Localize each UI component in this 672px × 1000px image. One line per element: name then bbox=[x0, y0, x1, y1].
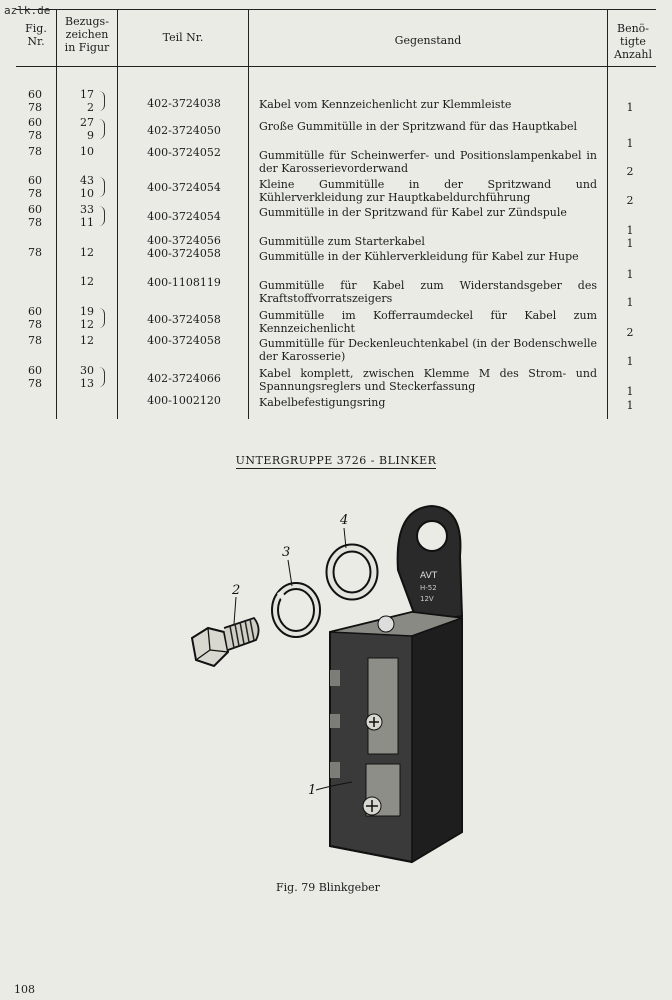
table-row-fig: 60 78 bbox=[28, 203, 42, 229]
table-row-fig: 78 bbox=[28, 334, 42, 347]
watermark: azlk.de bbox=[4, 4, 51, 17]
table-row-qty: 1 bbox=[626, 385, 634, 398]
table-row-qty: 1 bbox=[626, 355, 634, 368]
table-row-part: 400-3724054 bbox=[147, 210, 221, 223]
brace bbox=[98, 119, 105, 139]
header-fig: Fig. Nr. bbox=[25, 22, 47, 48]
table-row-fig: 60 78 bbox=[28, 88, 42, 114]
table-row-qty: 2 bbox=[626, 326, 634, 339]
figure-caption: Fig. 79 Blinkgeber bbox=[276, 881, 380, 894]
table-row-desc: Gummitülle in der Kühlerverkleidung für Kabel zur Hupe bbox=[259, 250, 579, 263]
table-row-part: 400-3724058 bbox=[147, 247, 221, 260]
table-row-part: 402-3724066 bbox=[147, 372, 221, 385]
table-row-desc: Gummitülle in der Spritzwand für Kabel zur Zündspule bbox=[259, 206, 567, 219]
table-row-ref: 12 bbox=[80, 246, 94, 259]
table-row-part: 400-1108119 bbox=[147, 276, 221, 289]
table-row-desc: Kabel vom Kennzeichenlicht zur Klemmleiste bbox=[259, 98, 512, 111]
callout-label: 2 bbox=[232, 583, 241, 598]
table-row-ref: 27 9 bbox=[80, 116, 94, 142]
table-row-qty: 2 bbox=[626, 194, 634, 207]
header-desc: Gegenstand bbox=[394, 34, 462, 47]
table-row-part: 402-3724038 bbox=[147, 97, 221, 110]
table-row-qty: 2 bbox=[626, 165, 634, 178]
relay-body-part bbox=[330, 506, 462, 862]
table-row-part: 400-3724058 bbox=[147, 313, 221, 326]
table-row-ref: 19 12 bbox=[80, 305, 94, 331]
callout-label: 4 bbox=[340, 513, 349, 528]
header-part: Teil Nr. bbox=[162, 31, 204, 44]
table-row-qty: 1 bbox=[626, 237, 634, 250]
table-row-ref: 12 bbox=[80, 275, 94, 288]
table-header-rule bbox=[16, 66, 656, 67]
bolt-part bbox=[192, 618, 259, 666]
callout-label: 3 bbox=[282, 545, 291, 560]
col-divider bbox=[248, 9, 249, 419]
section-title: UNTERGRUPPE 3726 - BLINKER bbox=[235, 454, 437, 467]
table-row-desc: Kabel komplett, zwischen Klemme M des Strom- und Spannungsreglers und Steckerfassung bbox=[259, 367, 597, 393]
brace bbox=[98, 177, 105, 197]
page-number: 108 bbox=[14, 983, 35, 996]
table-row-fig: 60 78 bbox=[28, 174, 42, 200]
header-qty: Benö- tigte Anzahl bbox=[614, 22, 652, 61]
table-row-qty: 1 bbox=[626, 268, 634, 281]
table-row-ref: 33 11 bbox=[80, 203, 94, 229]
table-row-fig: 60 78 bbox=[28, 305, 42, 331]
table-row-part: 400-3724054 bbox=[147, 181, 221, 194]
blinker-relay-figure bbox=[180, 500, 480, 870]
table-row-qty: 1 bbox=[626, 399, 634, 412]
table-row-qty: 1 bbox=[626, 224, 634, 237]
col-divider bbox=[117, 9, 118, 419]
table-row-desc: Gummitülle zum Starterkabel bbox=[259, 235, 425, 248]
table-row-part: 400-3724052 bbox=[147, 146, 221, 159]
table-row-desc: Kleine Gummitülle in der Spritzwand und Kühlerverkleidung zur Hauptkabeldurchführung bbox=[259, 178, 597, 204]
table-row-qty: 1 bbox=[626, 296, 634, 309]
table-row-fig: 78 bbox=[28, 246, 42, 259]
table-row-desc: Gummitülle im Kofferraumdeckel für Kabel zum Kennzeichenlicht bbox=[259, 309, 597, 335]
table-row-part: 400-3724058 bbox=[147, 334, 221, 347]
table-row-part: 400-1002120 bbox=[147, 394, 221, 407]
brace bbox=[98, 206, 105, 226]
stamp-text: AVT bbox=[420, 571, 438, 581]
table-row-part: 400-3724056 bbox=[147, 234, 221, 247]
table-row-desc: Große Gummitülle in der Spritzwand für das Hauptkabel bbox=[259, 120, 578, 133]
table-row-desc: Gummitülle für Kabel zum Widerstandsgeber des Kraftstoffvorratszeigers bbox=[259, 279, 597, 305]
brace bbox=[98, 91, 105, 111]
table-row-desc: Gummitülle für Deckenleuchtenkabel (in der Bodenschwelle der Karosserie) bbox=[259, 337, 597, 363]
col-divider bbox=[56, 9, 57, 419]
flat-washer-part bbox=[330, 548, 374, 596]
lock-washer-part bbox=[275, 586, 317, 634]
table-row-ref: 12 bbox=[80, 334, 94, 347]
stamp-text: H-52 bbox=[420, 584, 437, 592]
table-row-ref: 43 10 bbox=[80, 174, 94, 200]
table-row-qty: 1 bbox=[626, 101, 634, 114]
brace bbox=[98, 308, 105, 328]
table-row-fig: 60 78 bbox=[28, 364, 42, 390]
table-top-rule bbox=[16, 9, 656, 10]
table-row-ref: 17 2 bbox=[80, 88, 94, 114]
table-row-desc: Gummitülle für Scheinwerfer- und Positionslampenkabel in der Karosserievorderwand bbox=[259, 149, 597, 175]
stamp-text: 12V bbox=[420, 595, 434, 603]
table-row-fig: 60 78 bbox=[28, 116, 42, 142]
table-row-fig: 78 bbox=[28, 145, 42, 158]
table-row-part: 402-3724050 bbox=[147, 124, 221, 137]
table-row-ref: 10 bbox=[80, 145, 94, 158]
header-ref: Bezugs- zeichen in Figur bbox=[64, 15, 110, 54]
table-row-desc: Kabelbefestigungsring bbox=[259, 396, 386, 409]
table-row-qty: 1 bbox=[626, 137, 634, 150]
callout-label: 1 bbox=[308, 783, 317, 798]
brace bbox=[98, 367, 105, 387]
table-row-ref: 30 13 bbox=[80, 364, 94, 390]
